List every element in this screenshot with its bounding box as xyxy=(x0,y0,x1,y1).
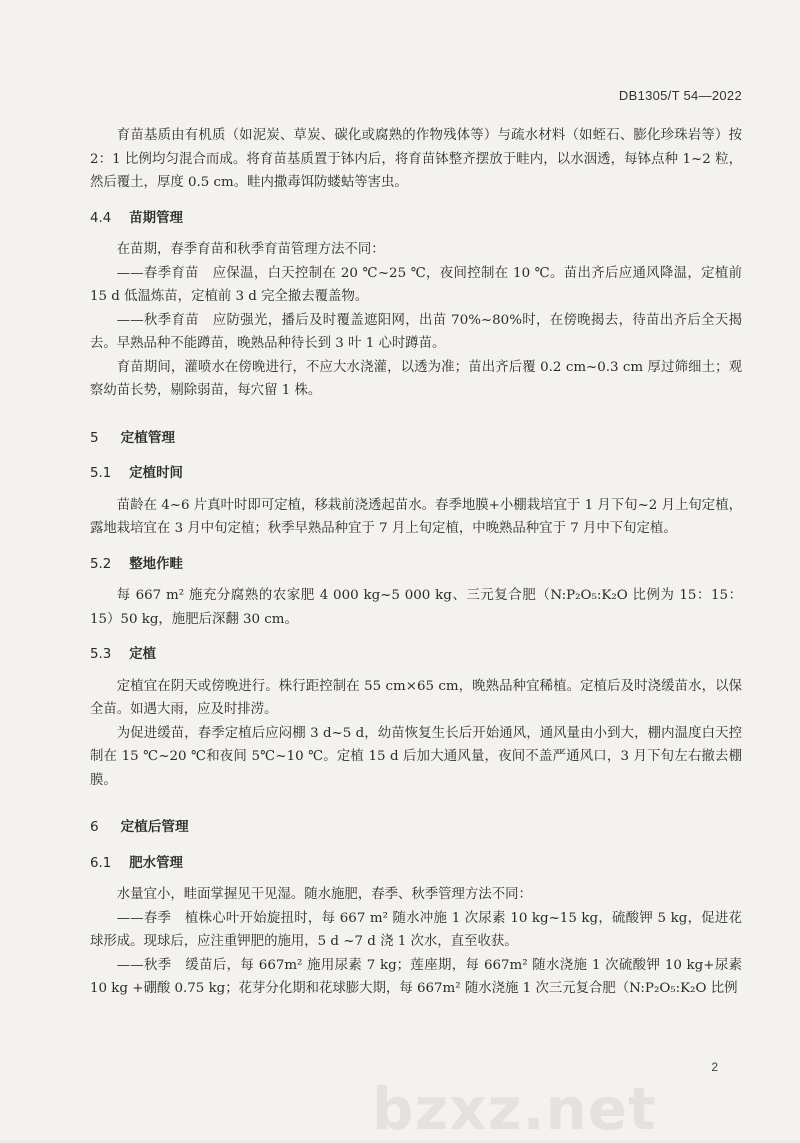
paragraph: ——春季育苗 应保温，白天控制在 20 ℃~25 ℃，夜间控制在 10 ℃。苗出齐后应通风降温，定植前 15 d 低温炼苗，定植前 3 d 完全撤去覆盖物。 xyxy=(90,265,742,304)
section-number: 6 xyxy=(90,819,99,835)
section-heading-5-1 xyxy=(90,462,742,486)
section-title: 定植后管理 xyxy=(120,819,189,835)
watermark: bzxz.net xyxy=(372,1075,657,1143)
section-number: 5 xyxy=(90,429,99,446)
section-title: 苗期管理 xyxy=(129,210,183,226)
section-title: 肥水管理 xyxy=(129,855,183,871)
section-number: 5.3 xyxy=(90,647,112,662)
page-content xyxy=(90,124,742,1001)
paragraph: 育苗期间，灌喷水在傍晚进行，不应大水浇灌，以透为准；苗出齐后覆 0.2 cm~0.3 cm 厚过筛细土；观察幼苗长势，剔除弱苗，每穴留 1 株。 xyxy=(90,359,742,398)
paragraph: ——秋季 缓苗后，每 667m² 施用尿素 7 kg；莲座期，每 667m² 随水浇施 1 次硫酸钾 10 kg+尿素 10 kg +硼酸 0.75 kg；花芽分化期和花球膨大期，每 667m² 随水浇施 1 次三元复合肥（N:P₂O₅:K₂O 比例 xyxy=(90,957,742,996)
standard-code: DB1305/T 54—2022 xyxy=(618,88,742,103)
section-heading-5-2 xyxy=(90,553,742,577)
paragraph: 每 667 m² 施充分腐熟的农家肥 4 000 kg~5 000 kg、三元复合肥（N:P₂O₅:K₂O 比例为 15：15：15）50 kg，施肥后深翻 30 cm。 xyxy=(90,588,742,627)
section-heading-5 xyxy=(90,427,742,451)
section-heading-5-3 xyxy=(90,643,742,667)
section-heading-6-1 xyxy=(90,852,742,876)
page-number: 2 xyxy=(711,1060,718,1074)
section-title: 整地作畦 xyxy=(129,556,183,572)
paragraph: 为促进缓苗，春季定植后应闷棚 3 d~5 d，幼苗恢复生长后开始通风，通风量由小到大，棚内温度白天控制在 15 ℃~20 ℃和夜间 5℃~10 ℃。定植 15 d 后加大通风量，夜间不盖严通风口，3 月下旬左右撤去棚膜。 xyxy=(90,725,742,788)
section-number: 5.1 xyxy=(90,466,112,481)
section-heading-4-4 xyxy=(90,207,742,231)
paragraph: ——春季 植株心叶开始旋扭时，每 667 m² 随水冲施 1 次尿素 10 kg~15 kg，硫酸钾 5 kg，促进花球形成。现球后，应注重钾肥的施用，5 d ~7 d 浇 1 次水，直至收获。 xyxy=(90,910,742,949)
section-number: 4.4 xyxy=(90,210,112,226)
section-number: 6.1 xyxy=(90,855,112,871)
paragraph: 在苗期，春季育苗和秋季育苗管理方法不同： xyxy=(116,242,385,257)
section-title: 定植 xyxy=(129,647,157,662)
section-title: 定植时间 xyxy=(129,466,183,481)
paragraph: 育苗基质由有机质（如泥炭、草炭、碳化或腐熟的作物残体等）与疏水材料（如蛭石、膨化珍珠岩等）按 2：1 比例均匀混合而成。将育苗基质置于钵内后，将育苗钵整齐摆放于畦内，以水洇透，每钵点种 1~2 粒，然后覆土，厚度 0.5 cm。畦内撒毒饵防蝼蛄等害虫。 xyxy=(90,128,742,190)
section-number: 5.2 xyxy=(90,556,112,572)
paragraph: 水量宜小，畦面掌握见干见湿。随水施肥，春季、秋季管理方法不同： xyxy=(116,887,532,902)
paragraph: 定植宜在阴天或傍晚进行。株行距控制在 55 cm×65 cm，晚熟品种宜稀植。定植后及时浇缓苗水，以保全苗。如遇大雨，应及时排涝。 xyxy=(90,678,742,717)
paragraph: 苗龄在 4~6 片真叶时即可定植，移栽前浇透起苗水。春季地膜+小棚栽培宜于 1 月下旬~2 月上旬定植，露地栽培宜在 3 月中旬定植；秋季早熟品种宜于 7 月上旬定植，中晚熟品种宜于 7 月中下旬定植。 xyxy=(90,497,742,536)
section-heading-6 xyxy=(90,816,742,840)
paragraph: ——秋季育苗 应防强光，播后及时覆盖遮阳网，出苗 70%~80%时，在傍晚揭去，待苗出齐后全天揭去。早熟品种不能蹲苗，晚熟品种待长到 3 叶 1 心时蹲苗。 xyxy=(90,312,742,351)
section-title: 定植管理 xyxy=(120,429,176,446)
